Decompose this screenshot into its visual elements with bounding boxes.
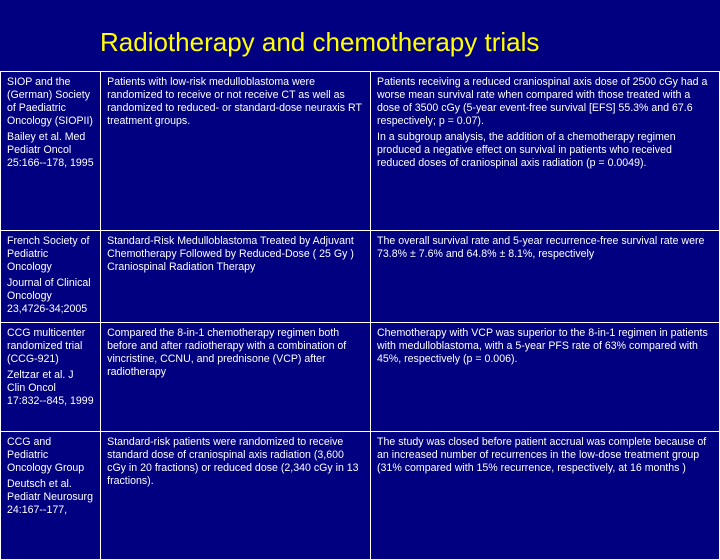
design-cell (101, 231, 371, 323)
study-cell (1, 432, 101, 560)
slide-title: Radiotherapy and chemotherapy trials (100, 27, 540, 57)
study-citation: Journal of Clinical Oncology 23,4726-34;2005 (7, 277, 91, 315)
study-name: French Society of Pediatric Oncology (7, 235, 90, 273)
study-cell (1, 323, 101, 432)
study-citation: Zeltzar et al. J Clin Oncol 17:832--845, 1999 (7, 369, 94, 407)
table-row (1, 432, 720, 560)
study-name: CCG and Pediatric Oncology Group (7, 436, 85, 474)
table-row (1, 323, 720, 432)
study-citation: Bailey et al. Med Pediatr Oncol 25:166--178, 1995 (7, 131, 94, 169)
study-result: Chemotherapy with VCP was superior to the 8-in-1 regimen in patients with medulloblastoma, with a 5-year PFS rate of 63% compared with 45%, respectively (p = 0.006). (377, 327, 708, 365)
design-cell (101, 72, 371, 231)
study-result: The overall survival rate and 5-year recurrence-free survival rate were 73.8% ± 7.6% and 64.8% ± 8.1%, respectively (377, 235, 705, 260)
table-row (1, 231, 720, 323)
design-cell (101, 323, 371, 432)
study-cell (1, 72, 101, 231)
study-design: Patients with low-risk medulloblastoma were randomized to receive or not receive CT as well as randomized to reduced- or standard-dose neuraxis RT treatment groups. (107, 76, 362, 127)
study-cell (1, 231, 101, 323)
trials-table (0, 71, 720, 560)
results-cell (371, 231, 720, 323)
study-citation: Deutsch et al. Pediatr Neurosurg 24:167--177, (7, 478, 93, 516)
study-result: In a subgroup analysis, the addition of a chemotherapy regimen produced a negative effect on survival in patients who received reduced doses of craniospinal axis radiation (p = 0.0049). (377, 131, 676, 169)
study-result: The study was closed before patient accrual was complete because of an increased number of recurrences in the low-dose treatment group (31% compared with 15% recurrence, respectively, at 16 months ) (377, 436, 707, 474)
study-name: CCG multicenter randomized trial (CCG-921) (7, 327, 86, 365)
study-design: Compared the 8-in-1 chemotherapy regimen both before and after radiotherapy with a combination of vincristine, CCNU, and prednisone (VCP) after radiotherapy (107, 327, 347, 378)
results-cell (371, 72, 720, 231)
study-result: Patients receiving a reduced craniospinal axis dose of 2500 cGy had a worse mean survival rate when compared with those treated with a dose of 3500 cGy (5-year event-free survival [EFS] 55.3% and 67.6 respectively; p = 0.07). (377, 76, 708, 127)
table-row (1, 72, 720, 231)
results-cell (371, 323, 720, 432)
design-cell (101, 432, 371, 560)
study-design: Standard-risk patients were randomized to receive standard dose of craniospinal axis radiation (3,600 cGy in 20 fractions) or reduced dose (2,340 cGy in 13 fractions). (107, 436, 359, 487)
study-design: Standard-Risk Medulloblastoma Treated by Adjuvant Chemotherapy Followed by Reduced-Dose ( 25 Gy ) Craniospinal Radiation Therapy (107, 235, 354, 273)
results-cell (371, 432, 720, 560)
study-name: SIOP and the (German) Society of Paediatric Oncology (SIOPII) (7, 76, 93, 127)
